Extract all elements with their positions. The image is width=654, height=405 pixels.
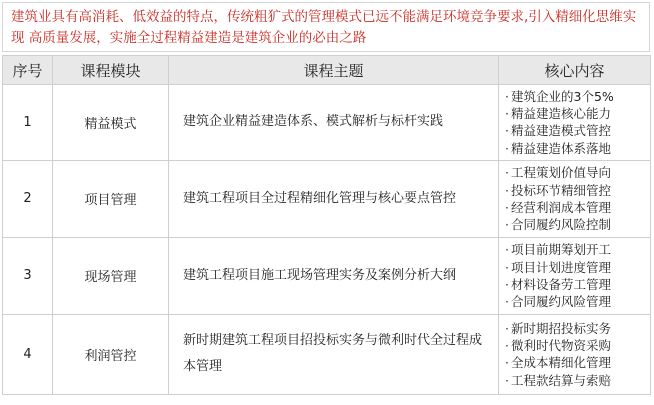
row-core (499, 237, 651, 314)
row-module: 项目管理 (53, 160, 169, 237)
core-point: · 精益建造模式管控 (505, 122, 644, 139)
row-core (499, 85, 651, 161)
header-core: 核心内容 (499, 56, 651, 85)
core-point: · 工程款结算与索赔 (505, 372, 644, 389)
row-no: 3 (3, 237, 53, 314)
row-module: 利润管控 (53, 314, 169, 394)
row-topic: 新时期建筑工程项目招投标实务与微利时代全过程成本管理 (169, 314, 499, 394)
intro-text: 建筑业具有高消耗、低效益的特点，传统粗犷式的管理模式已远不能满足环境竞争要求,引入精细化思维实现 高质量发展，实施全过程精益建造是建筑企业的必由之路 (2, 2, 650, 52)
core-point: · 合同履约风险管理 (505, 293, 644, 310)
core-point: · 工程策划价值导向 (505, 164, 644, 181)
core-point: · 全成本精细化管理 (505, 354, 644, 371)
core-points-list (505, 88, 644, 157)
row-topic: 建筑企业精益建造体系、模式解析与标杆实践 (169, 85, 499, 161)
core-point: · 合同履约风险控制 (505, 216, 644, 233)
header-module: 课程模块 (53, 56, 169, 85)
core-point: · 材料设备劳工管理 (505, 276, 644, 293)
row-topic: 建筑工程项目施工现场管理实务及案例分析大纲 (169, 237, 499, 314)
header-no: 序号 (3, 56, 53, 85)
core-point: · 微利时代物资采购 (505, 337, 644, 354)
table-row (3, 314, 651, 394)
table-header-row (3, 56, 651, 85)
row-core (499, 160, 651, 237)
course-table (2, 55, 651, 395)
core-points-list (505, 241, 644, 310)
header-topic: 课程主题 (169, 56, 499, 85)
row-no: 1 (3, 85, 53, 161)
row-core (499, 314, 651, 394)
row-no: 4 (3, 314, 53, 394)
core-point: · 项目前期筹划开工 (505, 241, 644, 258)
row-module: 精益模式 (53, 85, 169, 161)
core-point: · 新时期招投标实务 (505, 320, 644, 337)
core-points-list (505, 320, 644, 389)
core-point: · 经营利润成本管理 (505, 199, 644, 216)
core-point: · 精益建造核心能力 (505, 105, 644, 122)
core-point: · 项目计划进度管理 (505, 259, 644, 276)
row-topic: 建筑工程项目全过程精细化管理与核心要点管控 (169, 160, 499, 237)
row-module: 现场管理 (53, 237, 169, 314)
core-point: · 建筑企业的3个5% (505, 88, 644, 105)
table-row (3, 85, 651, 161)
row-no: 2 (3, 160, 53, 237)
core-point: · 精益建造体系落地 (505, 140, 644, 157)
core-points-list (505, 164, 644, 233)
table-row (3, 160, 651, 237)
table-row (3, 237, 651, 314)
core-point: · 投标环节精细管控 (505, 182, 644, 199)
